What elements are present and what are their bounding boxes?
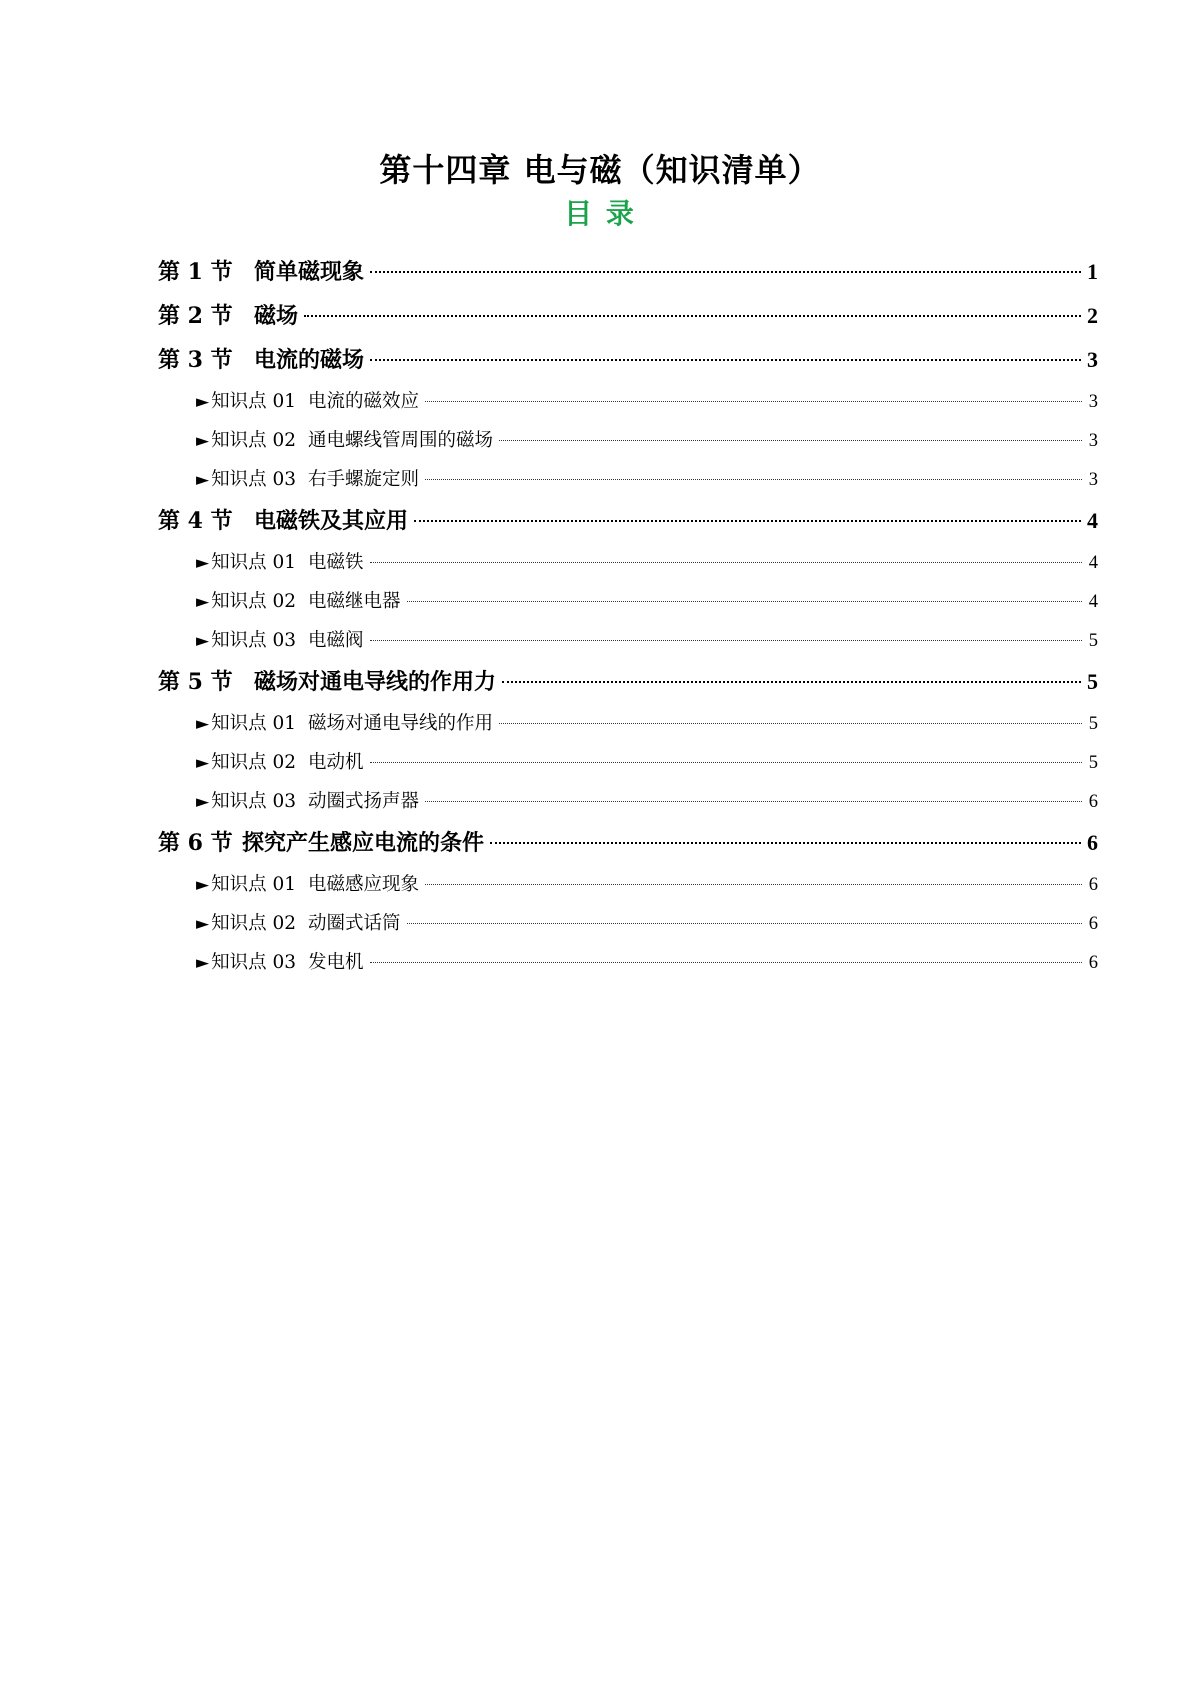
toc-knowledge-point-entry[interactable]: [158, 743, 1098, 782]
knowledge-point-title: 电流的磁效应: [308, 391, 420, 412]
knowledge-point-page-number: 6: [1088, 953, 1098, 973]
triangle-bullet-icon: ►: [196, 431, 210, 451]
dot-leader: [304, 315, 1081, 317]
dot-leader: [370, 640, 1082, 641]
knowledge-point-title: 磁场对通电导线的作用: [308, 713, 494, 734]
triangle-bullet-icon: ►: [196, 753, 210, 773]
toc-knowledge-point-entry[interactable]: [158, 382, 1098, 421]
triangle-bullet-icon: ►: [196, 953, 210, 973]
knowledge-point-label: 知识点 01: [211, 391, 296, 412]
knowledge-point-title: 发电机: [308, 952, 364, 973]
knowledge-point-title: 动圈式扬声器: [308, 791, 420, 812]
toc-knowledge-point-entry[interactable]: [158, 460, 1098, 499]
document-title: 第十四章 电与磁（知识清单）: [379, 151, 821, 189]
toc-heading: 目 录: [564, 197, 636, 230]
knowledge-point-label: 知识点 03: [211, 469, 296, 490]
dot-leader: [499, 440, 1082, 441]
table-of-contents: [158, 250, 1098, 982]
triangle-bullet-icon: ►: [196, 875, 210, 895]
section-number-label: 第 4 节: [158, 508, 233, 534]
toc-knowledge-point-entry[interactable]: [158, 421, 1098, 460]
knowledge-point-page-number: 6: [1088, 792, 1098, 812]
knowledge-point-title: 电磁感应现象: [308, 874, 420, 895]
toc-section-entry[interactable]: [158, 338, 1098, 382]
section-title: 磁场对通电导线的作用力: [254, 669, 497, 695]
toc-knowledge-point-entry[interactable]: [158, 865, 1098, 904]
dot-leader: [502, 681, 1081, 683]
knowledge-point-title: 通电螺线管周围的磁场: [308, 430, 494, 451]
knowledge-point-page-number: 3: [1088, 470, 1098, 490]
section-title: 探究产生感应电流的条件: [242, 830, 485, 856]
toc-knowledge-point-entry[interactable]: [158, 904, 1098, 943]
section-title: 电磁铁及其应用: [254, 508, 409, 534]
dot-leader: [425, 884, 1082, 885]
dot-leader: [370, 762, 1082, 763]
knowledge-point-title: 电磁铁: [308, 552, 364, 573]
dot-leader: [407, 601, 1082, 602]
knowledge-point-label: 知识点 02: [211, 430, 296, 451]
dot-leader: [370, 962, 1082, 963]
knowledge-point-page-number: 3: [1088, 431, 1098, 451]
toc-knowledge-point-entry[interactable]: [158, 543, 1098, 582]
triangle-bullet-icon: ►: [196, 792, 210, 812]
toc-section-entry[interactable]: [158, 499, 1098, 543]
knowledge-point-title: 动圈式话筒: [308, 913, 401, 934]
knowledge-point-label: 知识点 01: [211, 874, 296, 895]
section-page-number: 1: [1087, 259, 1098, 284]
knowledge-point-label: 知识点 03: [211, 952, 296, 973]
section-page-number: 5: [1087, 669, 1098, 694]
section-title: 电流的磁场: [254, 347, 365, 373]
section-number-label: 第 3 节: [158, 347, 233, 373]
toc-section-entry[interactable]: [158, 250, 1098, 294]
triangle-bullet-icon: ►: [196, 470, 210, 490]
triangle-bullet-icon: ►: [196, 553, 210, 573]
section-number-label: 第 2 节: [158, 303, 233, 329]
triangle-bullet-icon: ►: [196, 914, 210, 934]
dot-leader: [499, 723, 1082, 724]
section-number-label: 第 6 节: [158, 830, 233, 856]
section-page-number: 2: [1087, 303, 1098, 328]
section-page-number: 3: [1087, 347, 1098, 372]
knowledge-point-label: 知识点 03: [211, 791, 296, 812]
section-page-number: 6: [1087, 830, 1098, 855]
dot-leader: [370, 562, 1082, 563]
knowledge-point-page-number: 5: [1088, 753, 1098, 773]
triangle-bullet-icon: ►: [196, 592, 210, 612]
knowledge-point-label: 知识点 02: [211, 913, 296, 934]
section-title: 简单磁现象: [254, 259, 365, 285]
knowledge-point-page-number: 6: [1088, 875, 1098, 895]
dot-leader: [370, 359, 1081, 361]
section-title: 磁场: [254, 303, 299, 329]
knowledge-point-page-number: 5: [1088, 714, 1098, 734]
dot-leader: [414, 520, 1081, 522]
section-number-label: 第 1 节: [158, 259, 233, 285]
dot-leader: [425, 479, 1082, 480]
knowledge-point-page-number: 3: [1088, 392, 1098, 412]
dot-leader: [407, 923, 1082, 924]
triangle-bullet-icon: ►: [196, 631, 210, 651]
toc-section-entry[interactable]: [158, 821, 1098, 865]
toc-knowledge-point-entry[interactable]: [158, 782, 1098, 821]
toc-section-entry[interactable]: [158, 660, 1098, 704]
knowledge-point-label: 知识点 02: [211, 591, 296, 612]
section-number-label: 第 5 节: [158, 669, 233, 695]
knowledge-point-label: 知识点 01: [211, 713, 296, 734]
section-page-number: 4: [1087, 508, 1098, 533]
dot-leader: [425, 401, 1082, 402]
knowledge-point-page-number: 6: [1088, 914, 1098, 934]
knowledge-point-label: 知识点 01: [211, 552, 296, 573]
knowledge-point-page-number: 4: [1088, 553, 1098, 573]
triangle-bullet-icon: ►: [196, 714, 210, 734]
toc-knowledge-point-entry[interactable]: [158, 621, 1098, 660]
dot-leader: [370, 271, 1081, 273]
knowledge-point-page-number: 4: [1088, 592, 1098, 612]
knowledge-point-title: 电动机: [308, 752, 364, 773]
knowledge-point-label: 知识点 02: [211, 752, 296, 773]
toc-knowledge-point-entry[interactable]: [158, 943, 1098, 982]
knowledge-point-label: 知识点 03: [211, 630, 296, 651]
triangle-bullet-icon: ►: [196, 392, 210, 412]
knowledge-point-title: 电磁继电器: [308, 591, 401, 612]
dot-leader: [490, 842, 1081, 844]
knowledge-point-title: 电磁阀: [308, 630, 364, 651]
toc-knowledge-point-entry[interactable]: [158, 704, 1098, 743]
knowledge-point-page-number: 5: [1088, 631, 1098, 651]
dot-leader: [425, 801, 1082, 802]
toc-section-entry[interactable]: [158, 294, 1098, 338]
toc-knowledge-point-entry[interactable]: [158, 582, 1098, 621]
knowledge-point-title: 右手螺旋定则: [308, 469, 420, 490]
